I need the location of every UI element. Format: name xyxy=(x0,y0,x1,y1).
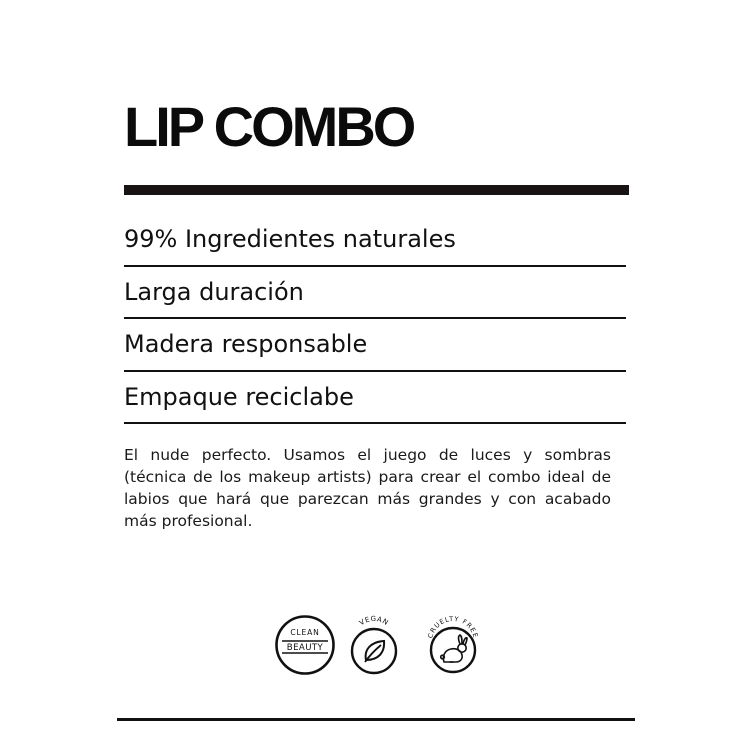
beauty-label: BEAUTY xyxy=(286,642,324,653)
vegan-label: VEGAN xyxy=(357,614,391,628)
feature-item: 99% Ingredientes naturales xyxy=(124,214,626,267)
feature-item: Larga duración xyxy=(124,267,626,320)
cruelty-free-label: CRUELTY FREE xyxy=(426,614,480,640)
page-title: LIP COMBO xyxy=(124,95,414,158)
feature-item: Madera responsable xyxy=(124,319,626,372)
vegan-badge xyxy=(343,610,405,676)
clean-label: CLEAN xyxy=(290,628,320,637)
rabbit-icon xyxy=(441,635,467,662)
leaf-icon xyxy=(365,641,384,662)
title-divider xyxy=(124,185,629,195)
feature-item: Empaque reciclabe xyxy=(124,372,626,425)
feature-list xyxy=(124,214,626,424)
svg-text:VEGAN xyxy=(358,615,390,627)
bottom-divider xyxy=(117,718,635,721)
product-description: El nude perfecto. Usamos el juego de luces y sombras (técnica de los makeup artists) para crear el combo ideal de labios que hará que parezcan más grandes y con acabado más profesional. xyxy=(124,446,611,530)
clean-beauty-badge-icon xyxy=(274,614,336,676)
cruelty-free-badge xyxy=(420,612,486,674)
